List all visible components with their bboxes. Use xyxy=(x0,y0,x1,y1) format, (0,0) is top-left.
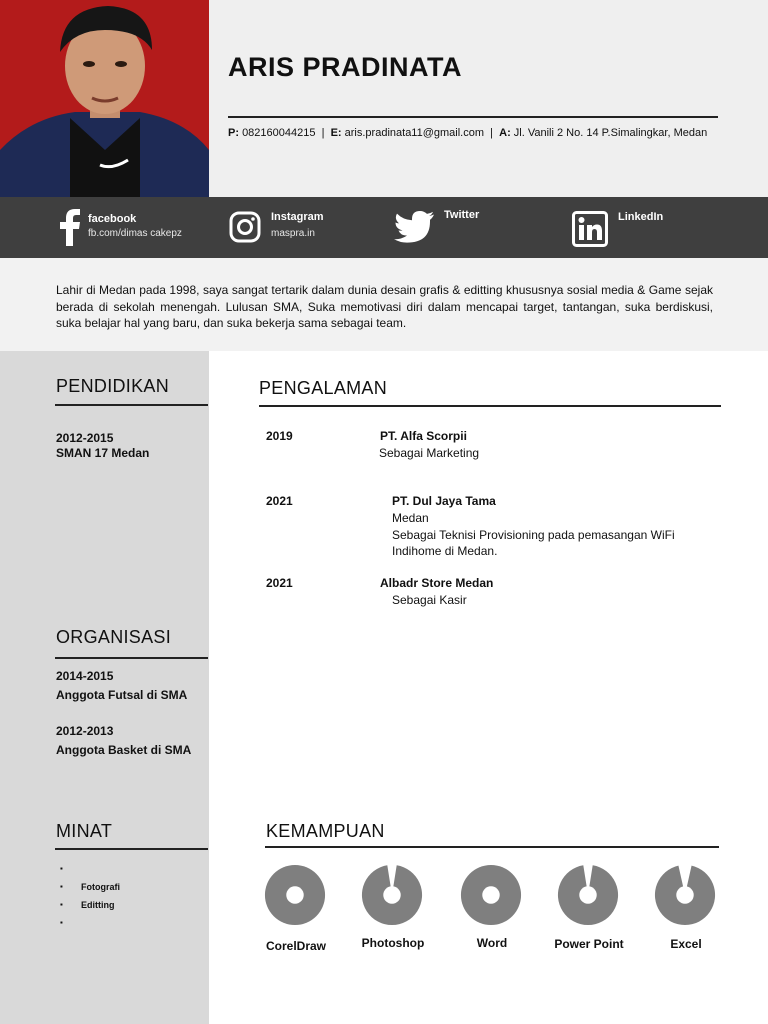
interests-list xyxy=(60,863,120,935)
experience-company: PT. Alfa Scorpii xyxy=(380,429,467,443)
experience-detail: Sebagai Teknisi Provisioning pada pemasangan WiFi xyxy=(392,528,675,542)
skill-label: Photoshop xyxy=(361,936,425,950)
twitter-icon xyxy=(394,211,434,243)
skill-ring-hole xyxy=(383,886,400,903)
separator: | xyxy=(490,127,493,139)
email-label: E: xyxy=(330,127,342,139)
phone-label: P: xyxy=(228,127,239,139)
summary-section xyxy=(0,258,768,351)
linkedin-icon xyxy=(572,211,608,247)
skill-ring xyxy=(556,863,620,927)
social-handle: fb.com/dimas cakepz xyxy=(88,228,182,239)
divider xyxy=(228,116,718,118)
social-linkedin[interactable] xyxy=(572,197,722,258)
divider xyxy=(55,848,208,850)
email-address: aris.pradinata11@gmail.com xyxy=(344,127,485,139)
skill-ring xyxy=(263,863,327,927)
list-item: ▪ Editting xyxy=(60,899,120,917)
divider xyxy=(55,404,208,406)
education-years: 2012-2015 xyxy=(56,431,114,445)
person-avatar-icon xyxy=(0,0,209,197)
profile-photo xyxy=(0,0,209,197)
skill-label: Excel xyxy=(670,937,702,951)
skill-ring-hole xyxy=(676,886,693,903)
social-name: LinkedIn xyxy=(618,211,664,223)
facebook-icon xyxy=(58,209,82,246)
experience-year: 2019 xyxy=(266,429,293,443)
instagram-icon xyxy=(229,211,261,243)
skill-label: Word xyxy=(476,936,508,950)
skill-ring-hole xyxy=(579,886,596,903)
section-title-organisasi: ORGANISASI xyxy=(56,627,172,647)
social-facebook[interactable] xyxy=(56,197,216,258)
social-name: facebook xyxy=(88,213,137,225)
address-label: A: xyxy=(499,127,511,139)
experience-detail: Sebagai Kasir xyxy=(392,593,467,607)
experience-company: PT. Dul Jaya Tama xyxy=(392,494,496,508)
divider xyxy=(265,846,719,848)
social-instagram[interactable] xyxy=(229,197,379,258)
social-twitter[interactable] xyxy=(394,197,544,258)
social-handle: maspra.in xyxy=(271,228,315,239)
phone-number: 082160044215 xyxy=(242,127,316,139)
skill-ring-hole xyxy=(286,886,303,903)
experience-year: 2021 xyxy=(266,576,293,590)
organization-role: Anggota Basket di SMA xyxy=(56,743,192,757)
skill-ring xyxy=(360,863,424,927)
experience-company: Albadr Store Medan xyxy=(380,576,494,590)
section-title-pengalaman: PENGALAMAN xyxy=(259,378,388,398)
address: Jl. Vanili 2 No. 14 P.Simalingkar, Medan xyxy=(513,127,708,139)
organization-role: Anggota Futsal di SMA xyxy=(56,688,188,702)
list-item: ▪ Fotografi xyxy=(60,881,120,899)
section-title-minat: MINAT xyxy=(56,821,113,841)
section-title-kemampuan: KEMAMPUAN xyxy=(266,821,385,841)
skill-label: CorelDraw xyxy=(265,939,327,953)
education-school: SMAN 17 Medan xyxy=(56,446,150,460)
skill-ring-hole xyxy=(482,886,499,903)
experience-detail: Indihome di Medan. xyxy=(392,544,498,558)
social-name: Instagram xyxy=(271,211,324,223)
social-name: Twitter xyxy=(444,209,480,221)
section-title-pendidikan: PENDIDIKAN xyxy=(56,376,170,396)
organization-years: 2012-2013 xyxy=(56,724,114,738)
organization-years: 2014-2015 xyxy=(56,669,114,683)
contact-line xyxy=(228,127,707,139)
divider xyxy=(55,657,208,659)
social-bar xyxy=(0,197,768,258)
skill-ring xyxy=(459,863,523,927)
experience-detail: Medan xyxy=(392,511,429,525)
summary-text: Lahir di Medan pada 1998, saya sangat tertarik dalam dunia desain grafis & editting khususnya sosial media & Game sejak berada di sekolah menengah. Lulusan SMA, Suka memotivasi diri dalam mencapai target, tantangan, suka berdiskusi, suka belajar hal yang baru, dan suka bekerja sama sebagai team. xyxy=(56,283,713,330)
list-item xyxy=(60,863,120,881)
header xyxy=(0,0,768,197)
separator: | xyxy=(321,127,325,139)
experience-year: 2021 xyxy=(266,494,293,508)
divider xyxy=(259,405,721,407)
list-item xyxy=(60,917,120,935)
person-name: ARIS PRADINATA xyxy=(228,52,462,82)
experience-detail: Sebagai Marketing xyxy=(379,446,480,460)
skill-ring xyxy=(653,863,717,927)
skill-label: Power Point xyxy=(554,937,624,951)
